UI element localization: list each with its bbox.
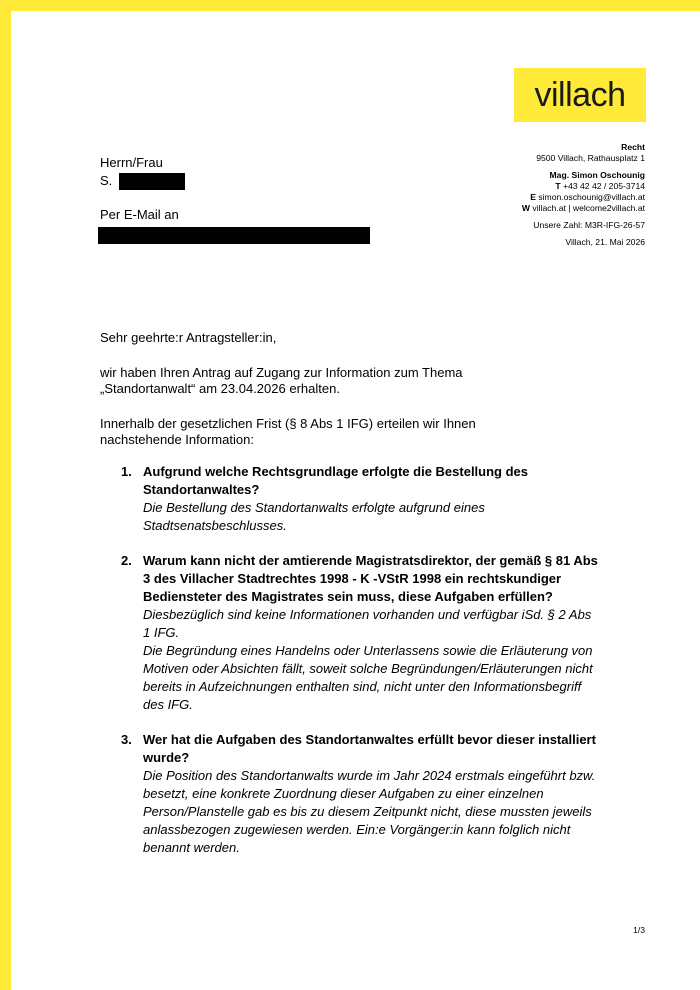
sender-phone-line [522, 181, 645, 192]
answer-text: Diesbezüglich sind keine Informationen vorhanden und verfügbar iSd. § 2 Abs 1 IFG. [143, 606, 592, 640]
question-text: Aufgrund welche Rechtsgrundlage erfolgte die Bestellung des Standortanwaltes? [143, 463, 528, 497]
deadline-line-1: Innerhalb der gesetzlichen Frist (§ 8 Abs 1 IFG) erteilen wir Ihnen [100, 415, 476, 431]
letter-date: Villach, 21. Mai 2026 [565, 237, 645, 247]
reference-number: Unsere Zahl: M3R-IFG-26-57 [533, 220, 645, 230]
redaction-bar-email [98, 227, 370, 244]
web-label: W [521, 203, 531, 213]
item-number: 2. [121, 552, 132, 568]
sender-email-line [522, 192, 645, 203]
delivery-method: Per E-Mail an [100, 207, 179, 223]
phone-label: T [555, 181, 561, 191]
letter-body [100, 330, 600, 874]
redaction-bar-name [119, 173, 185, 190]
intro-paragraph [100, 365, 600, 398]
recipient-name-line [100, 172, 370, 190]
logo-text: villach [534, 76, 626, 114]
sender-contact-name: Mag. Simon Oschounig [549, 170, 645, 180]
answer-text: Die Bestellung des Standortanwalts erfolgte aufgrund eines Stadtsenatsbeschlusses. [143, 499, 485, 533]
email-label: E [530, 192, 536, 202]
question-list [100, 463, 600, 857]
item-number: 3. [121, 731, 132, 747]
answer-text: Die Position des Standortanwalts wurde im Jahr 2024 erstmals eingeführt bzw. besetzt, eine konkrete Zuordnung dieser Aufgaben zu einer einzelnen Person/Planstelle gab es bis zu diesem Zeitpunkt nicht, diese mussten jeweils anlassbezogen zugewiesen werden. Ein:e Vorgänger:in kann folglich nicht benannt werden. [143, 767, 596, 855]
sender-block [522, 142, 645, 248]
greeting: Sehr geehrte:r Antragsteller:in, [100, 330, 277, 345]
question-text: Wer hat die Aufgaben des Standortanwaltes erfüllt bevor dieser installiert wurde? [143, 731, 596, 765]
deadline-line-2: nachstehende Information: [100, 432, 254, 447]
sender-department: Recht [621, 142, 645, 152]
list-item [100, 552, 600, 714]
list-item [100, 731, 600, 857]
sender-phone: +43 42 42 / 205-3714 [563, 181, 645, 191]
villach-logo [514, 68, 646, 122]
page-number: 1/3 [633, 925, 645, 935]
sender-address: 9500 Villach, Rathausplatz 1 [536, 153, 645, 163]
answer-text-2: Die Begründung eines Handelns oder Unterlassens sowie die Erläuterung von Motiven oder Absichten fällt, soweit solche Begründungen/Erläuterungen nicht bereits in Aufzeichnungen enthalten sind, nicht unter den Informationsbegriff des IFG. [143, 642, 593, 712]
intro-line-1: wir haben Ihren Antrag auf Zugang zur Information zum Thema [100, 364, 463, 380]
recipient-name-prefix: S. [100, 173, 113, 188]
deadline-paragraph [100, 416, 600, 449]
sender-web-line [522, 203, 645, 214]
list-item [100, 463, 600, 535]
item-number: 1. [121, 463, 132, 479]
sender-email[interactable]: simon.oschounig@villach.at [538, 192, 645, 202]
recipient-block [100, 154, 370, 244]
intro-line-2: „Standortanwalt“ am 23.04.2026 erhalten. [100, 381, 340, 396]
recipient-salutation: Herrn/Frau [100, 155, 163, 170]
sender-web[interactable]: villach.at | welcome2villach.at [532, 203, 645, 213]
question-text: Warum kann nicht der amtierende Magistratsdirektor, der gemäß § 81 Abs 3 des Villacher Stadtrechtes 1998 - K -VStR 1998 ein rechtskundiger Bediensteter des Magistrates sein muss, diese Aufgaben erfüllen? [143, 552, 598, 604]
